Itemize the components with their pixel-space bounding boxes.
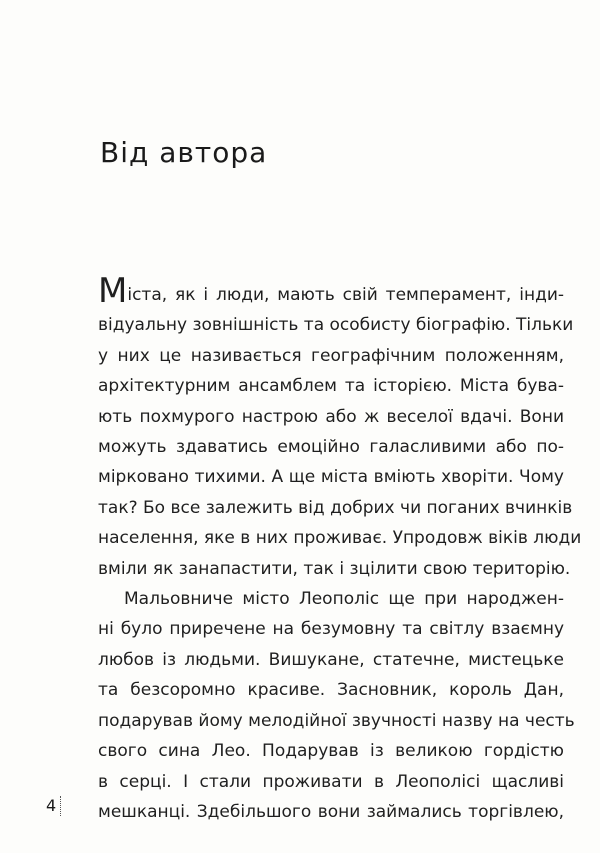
text-line: мешканці. Здебільшого вони займались торгівлею, <box>98 801 564 822</box>
text-line: так? Бо все залежить від добрих чи поганих вчинків <box>98 497 573 518</box>
text-line: вміли як занапастити, так і зцілити свою територію. <box>98 558 571 579</box>
paragraph-2 <box>98 584 575 827</box>
page-number-divider <box>60 796 62 816</box>
page-title: Від автора <box>100 136 268 169</box>
text-line-content: іста, як і люди, мають свій темперамент, інди- <box>127 285 564 305</box>
body-text <box>98 271 582 827</box>
text-line <box>98 271 564 311</box>
text-line: можуть здаватись емоційно галасливими або по- <box>98 437 564 458</box>
text-line: архітектурним ансамблем та історією. Міста бува- <box>98 376 564 397</box>
text-line: любов із людьми. Вишукане, статечне, мистецьке <box>98 649 564 670</box>
text-line: свого сина Лео. Подарував із великою гордістю <box>98 741 564 762</box>
text-line: та безсоромно красиве. Засновник, король Дан, <box>98 680 564 701</box>
text-line: в серці. І стали проживати в Леополісі щасливі <box>98 771 564 792</box>
text-line: ють похмурого настрою або ж веселої вдачі. Вони <box>98 406 564 427</box>
text-line <box>98 584 564 614</box>
text-line-content: Мальовниче місто Леополіс ще при народжен- <box>124 589 564 610</box>
text-line: відуальну зовнішність та особисту біографію. Тільки <box>98 315 574 336</box>
paragraph-1 <box>98 271 582 584</box>
initial-letter: М <box>98 271 128 311</box>
text-line: подарував йому мелодійної звучності назву на честь <box>98 710 575 731</box>
text-line: мірковано тихими. А ще міста вміють хворіти. Чому <box>98 467 564 488</box>
page-number: 4 <box>46 796 57 815</box>
text-line: ні було приречене на безумовну та світлу взаємну <box>98 619 564 640</box>
text-line: у них це називається географічним положенням, <box>98 345 564 366</box>
text-line: населення, яке в них проживає. Упродовж віків люди <box>98 528 582 549</box>
